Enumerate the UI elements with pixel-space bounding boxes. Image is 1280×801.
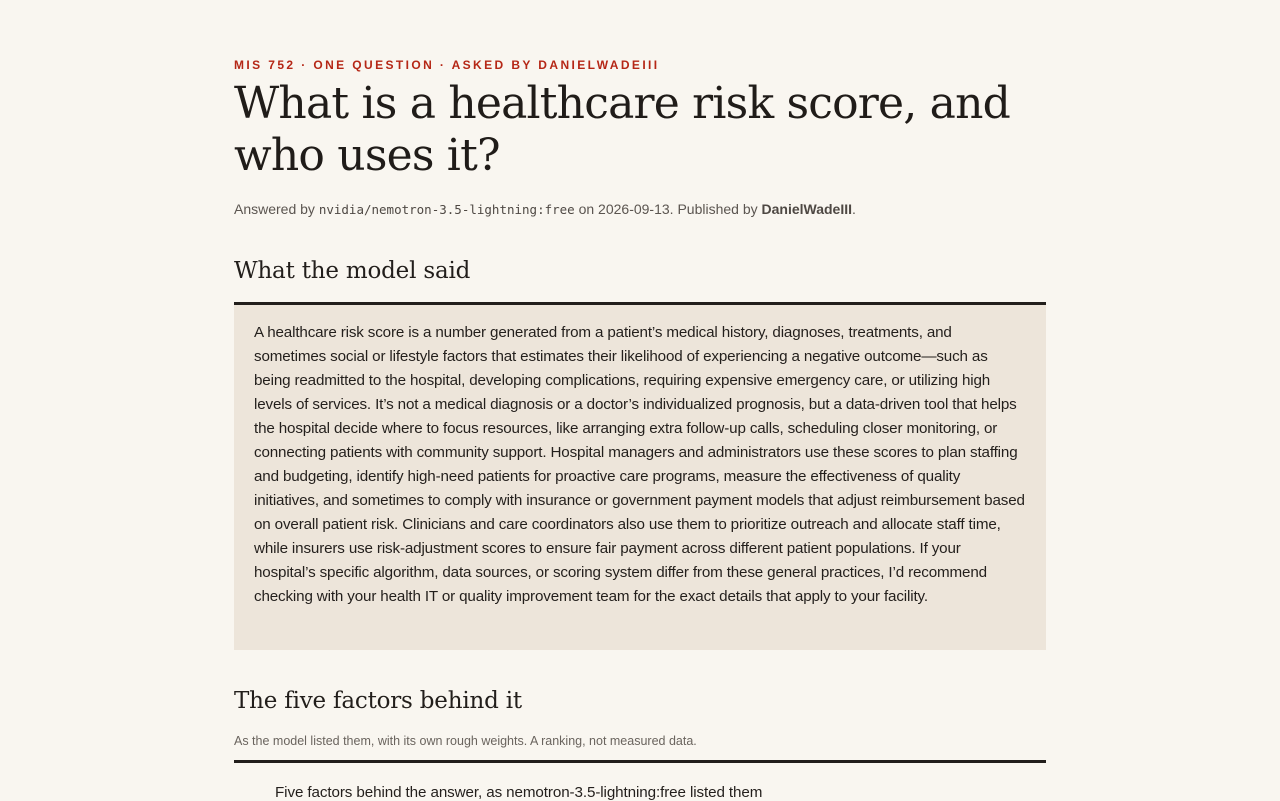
course-kicker: MIS 752 · ONE QUESTION · ASKED BY DANIELWADEIII bbox=[234, 58, 660, 72]
model-answer-text: A healthcare risk score is a number generated from a patient’s medical history, diagnoses, treatments, and sometimes social or lifestyle factors that estimates their likelihood of experiencing a negative outcome—such as being readmitted to the hospital, developing complications, requiring expensive emergency care, or utilizing high levels of services. It’s not a medical diagnosis or a doctor’s individualized prognosis, but a data-driven tool that helps the hospital decide where to focus resources, like arranging extra follow-up calls, scheduling closer monitoring, or connecting patients with community support. Hospital managers and administrators use these scores to plan staffing and budgeting, identify high-need patients for proactive care programs, measure the effectiveness of quality initiatives, and sometimes to comply with insurance or government payment models that adjust reimbursement based on overall patient risk. Clinicians and care coordinators also use them to prioritize outreach and allocate staff time, while insurers use risk-adjustment scores to ensure fair payment across different patient populations. If your hospital’s specific algorithm, data sources, or scoring system differ from these general practices, I’d recommend checking with your health IT or quality improvement team for the exact details that apply to your facility. bbox=[254, 324, 1025, 605]
figure-caption: Five factors behind the answer, as nemotron-3.5-lightning:free listed them bbox=[275, 784, 763, 801]
section-heading-model: What the model said bbox=[234, 258, 471, 284]
section-divider bbox=[234, 760, 1046, 763]
byline-date: on 2026-09-13. Published by bbox=[574, 201, 762, 217]
model-name: nvidia/nemotron-3.5-lightning:free bbox=[318, 202, 575, 217]
section-heading-factors: The five factors behind it bbox=[234, 688, 522, 714]
publisher-name: DanielWadeIII bbox=[761, 201, 853, 217]
model-answer-box bbox=[234, 305, 1046, 650]
byline-end: . bbox=[852, 201, 856, 217]
byline-prefix: Answered by bbox=[234, 201, 319, 217]
byline bbox=[234, 201, 856, 217]
section-subtitle: As the model listed them, with its own rough weights. A ranking, not measured data. bbox=[234, 734, 697, 748]
page-title: What is a healthcare risk score, and who uses it? bbox=[234, 78, 1010, 181]
